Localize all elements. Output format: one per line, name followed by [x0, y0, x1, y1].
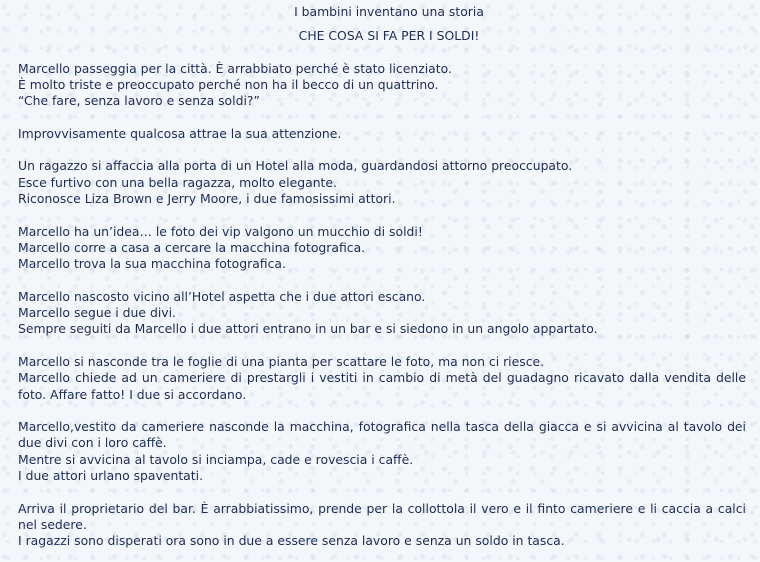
paragraph-7 [18, 419, 746, 484]
paragraph-line: Marcello si nasconde tra le foglie di una pianta per scattare le foto, ma non ci riesce. [18, 353, 545, 369]
paragraph-6 [18, 354, 746, 403]
paragraph-line: I due attori urlano spaventati. [18, 468, 204, 484]
paragraph-line: Marcello trova la sua macchina fotografica. [18, 256, 286, 272]
paragraph-4 [18, 224, 746, 273]
paragraph-line: Arriva il proprietario del bar. È arrabbiatissimo, prende per la collottola il vero e il finto cameriere e li caccia a calci nel sedere. [18, 500, 746, 532]
paragraph-line: Marcello segue i due divi. [18, 305, 176, 321]
paragraph-line: Marcello passeggia per la città. È arrabbiato perché è stato licenziato. [18, 60, 452, 76]
paragraph-line: Sempre seguiti da Marcello i due attori entrano in un bar e si siedono in un angolo appartato. [18, 321, 598, 337]
paragraph-line: Esce furtivo con una bella ragazza, molto elegante. [18, 174, 337, 190]
paragraph-line: È molto triste e preoccupato perché non ha il becco di un quattrino. [18, 76, 439, 92]
paragraph-line: I ragazzi sono disperati ora sono in due a essere senza lavoro e senza un soldo in tasca. [18, 533, 565, 549]
paragraph-line: Marcello chiede ad un cameriere di prestargli i vestiti in cambio di metà del guadagno ricavato dalla vendita delle foto. Affare fatto! I due si accordano. [18, 370, 746, 402]
story-heading: I bambini inventano una storia [294, 4, 484, 19]
paragraph-line: Un ragazzo si affaccia alla porta di un Hotel alla moda, guardandosi attorno preoccupato. [18, 158, 573, 174]
paragraph-line: Marcello,vestito da cameriere nasconde la macchina, fotografica nella tasca della giacca e si avvicina al tavolo dei due divi con i loro caffè. [18, 419, 746, 451]
paragraph-line: Improvvisamente qualcosa attrae la sua attenzione. [18, 125, 342, 141]
paragraph-line: Riconosce Liza Brown e Jerry Moore, i due famosissimi attori. [18, 190, 396, 206]
paragraph-3 [18, 158, 746, 207]
paragraph-line: Mentre si avvicina al tavolo si inciampa, cade e rovescia i caffè. [18, 451, 414, 467]
paragraph-1 [18, 61, 746, 110]
paragraph-line: Marcello ha un’idea… le foto dei vip valgono un mucchio di soldi! [18, 223, 423, 239]
paragraph-line: Marcello nascosto vicino all’Hotel aspetta che i due attori escano. [18, 288, 426, 304]
paragraph-line: Marcello corre a casa a cercare la macchina fotografica. [18, 239, 366, 255]
paragraph-2 [18, 126, 746, 142]
paragraph-8 [18, 501, 746, 550]
story-title: CHE COSA SI FA PER I SOLDI! [298, 28, 480, 44]
paragraph-5 [18, 289, 746, 338]
paragraph-line: “Che fare, senza lavoro e senza soldi?” [18, 93, 260, 109]
